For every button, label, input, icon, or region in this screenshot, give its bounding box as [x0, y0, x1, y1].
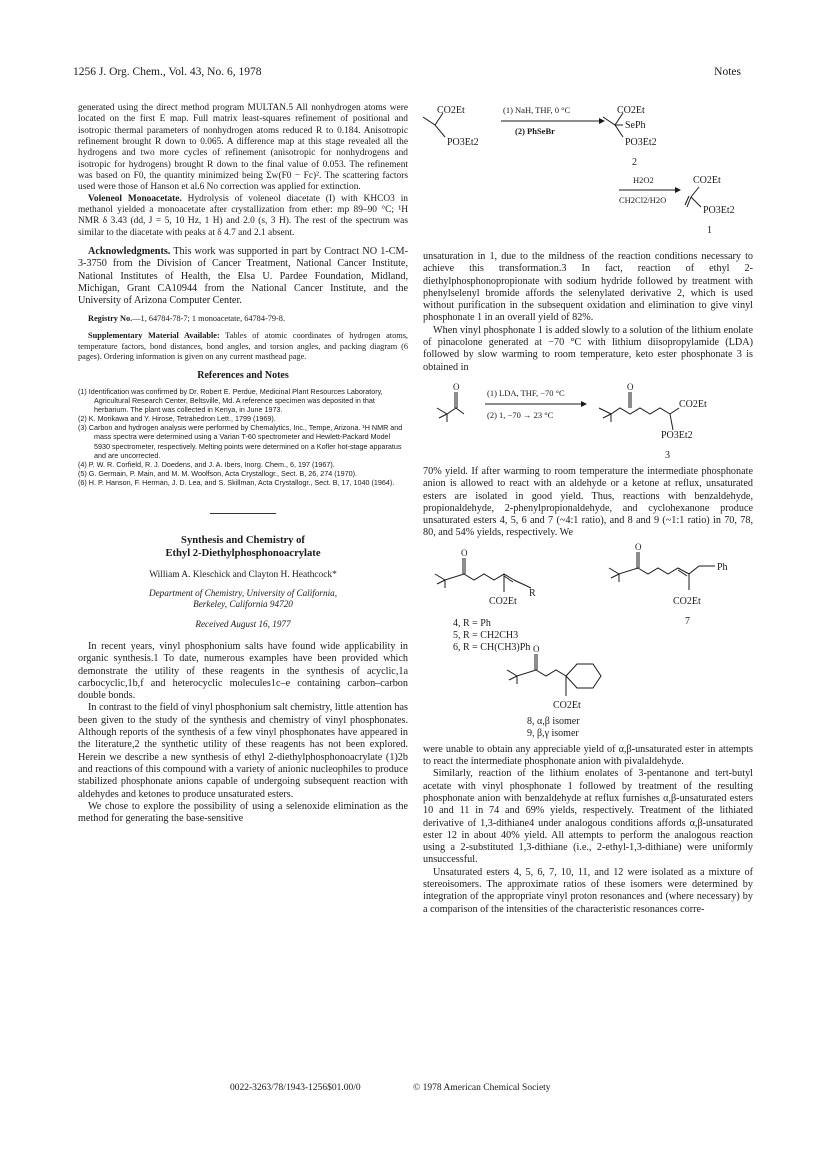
supplementary-material: Supplementary Material Available: Tables of atomic coordinates of hydrogen atoms, temperature factors, bond distances, bond angles, and torsion angles, and packing diagram (6 pages). Ordering information is given on any current masthead page. — [78, 331, 409, 361]
ester-group: CO2Et — [489, 595, 517, 607]
reagent-step1: (1) NaH, THF, 0 °C — [503, 105, 571, 115]
body-paragraph: Similarly, reaction of the lithium enolates of 3-pentanone and tert-butyl acetate with vinyl phosphonate 1 followed by treatment of the resulting phosphonate anion with benzaldehyde at reflux furnishes α,β-unsaturated esters 10 and 11 in 74 and 69% yields, respectively. Treatment of the lithiated derivative of 1,3-dithiane4 under analogous conditions affords α,β-unsaturated ester 12 in about 40% yield. All attempts to perform the analogous reaction using a 2-substituted 1,3-dithiane (i.e., 2-ethyl-1,3-dithiane) were uniformly unsuccessful. — [423, 768, 753, 866]
phenyl-group: Ph — [717, 561, 728, 573]
reference-item: (6) H. P. Hanson, F. Herman, J. D. Lea, and S. Skillman, Acta Crystallogr., Sect. B, 17, 1040 (1964). — [78, 477, 395, 487]
arrow-head — [675, 187, 681, 193]
left-column — [78, 103, 408, 825]
section-label: Notes — [714, 66, 741, 78]
carbonyl-oxygen: O — [533, 643, 540, 654]
carbonyl-oxygen: O — [627, 381, 634, 392]
phosphonate-group: PO3Et2 — [661, 429, 693, 441]
run-in-heading: Voleneol Monoacetate. — [88, 193, 182, 204]
carbonyl-oxygen: O — [635, 541, 642, 552]
ester-group: CO2Et — [679, 398, 707, 410]
structure-vinyl-phosphonate — [685, 187, 701, 207]
ester-group: CO2Et — [693, 175, 721, 186]
paragraph: generated using the direct method program MULTAN.5 All nonhydrogen atoms were located on the first E map. Full matrix least-squares refinement of positional and isotropic thermal parameters of nonhydrogen atoms reduced R to 0.184. Anisotropic refinement brought R down to 0.065. A difference map at this stage revealed all the hydrogens and two more cycles of refinement (anisotropic for nonhydrogens and isotropic for hydrogens) brought R down to the final value of 0.053. The refinement was based on F0, the quantity minimized being Σw(F0 − Fc)². The scattering factors used were those of Hanson et al.6 No correction was applied for extinction. — [78, 103, 408, 193]
compound-number: 1 — [707, 225, 712, 236]
affiliation: Department of Chemistry, University of California, Berkeley, California 94720 — [148, 587, 338, 610]
compound-label: 8, α,β isomer — [527, 715, 580, 727]
received-date: Received August 16, 1977 — [195, 618, 291, 629]
arrow-head — [581, 401, 587, 407]
ester-group: CO2Et — [673, 595, 701, 607]
structure-ester-8-9 — [507, 654, 601, 696]
ester-group: CO2Et — [617, 105, 645, 116]
reference-item: (2) K. Morikawa and Y. Hirose, Tetrahedron Lett., 1799 (1969). — [78, 414, 276, 424]
compound-label: 5, R = CH2CH3 — [453, 629, 519, 641]
structure-ester-4-6 — [435, 558, 531, 592]
compound-label: 7 — [685, 615, 690, 627]
right-column — [423, 103, 753, 916]
compound-number: 2 — [632, 157, 637, 168]
compound-label: 9, β,γ isomer — [527, 727, 579, 739]
reference-item: (4) P. W. R. Corfield, R. J. Doedens, and J. A. Ibers, Inorg. Chem., 6, 197 (1967). — [78, 459, 335, 469]
authors: William A. Kleschick and Clayton H. Heathcock* — [149, 569, 337, 580]
structure-ester-7 — [609, 552, 715, 590]
body-paragraph: We chose to explore the possibility of using a selenoxide elimination as the method for generating the base-sensitive — [78, 800, 408, 825]
reagent-step1: (1) LDA, THF, −70 °C — [487, 387, 565, 398]
section-divider — [210, 513, 276, 514]
reagent-step2: (2) PhSeBr — [515, 126, 555, 136]
structure-keto-ester-phosphonate — [599, 392, 679, 430]
run-in-heading: Supplementary Material Available: — [88, 331, 220, 341]
running-header: 1256 J. Org. Chem., Vol. 43, No. 6, 1978 — [73, 66, 262, 78]
compound-label: 6, R = CH(CH3)Ph — [453, 641, 531, 653]
registry-numbers: Registry No.—1, 64784-78-7; 1 monoacetate, 64784-79-8. — [88, 314, 286, 324]
body-paragraph: were unable to obtain any appreciable yield of α,β-unsaturated ester in attempts to react the intermediate phosphonate anion with pivalaldehyde. — [423, 743, 753, 768]
scheme-unsaturated-esters — [423, 540, 753, 740]
arrow-head — [599, 118, 605, 124]
phosphonate-group: PO3Et2 — [447, 137, 479, 148]
reference-item: (3) Carbon and hydrogen analysis were performed by Chemalytics, Inc., Tempe, Arizona. ¹H NMR and mass spectra were determined using a Varian T-60 spectrometer and Hewlett-Packard Model 5930 spectrometer, respectively. Melting points were determined on a Kofler hot-stage apparatus and are uncorrected. — [78, 423, 403, 460]
scheme-selenation — [423, 103, 753, 265]
body-paragraph: In contrast to the field of vinyl phosphonium salt chemistry, little attention has been given to the study of the synthesis and chemistry of vinyl phosphonates. Although reports of the synthesis of a few vinyl phosphonates have appeared in the literature,2 the synthetic utility of these reagents has not been explored. Herein we describe a new synthesis of ethyl 2-diethylphosphonoacrylate (1)2b and reactions of this compound with a variety of anionic nucleophiles to produce stabilized phosphonate anions capable of undergoing subsequent reaction with aldehydes and ketones to produce unsaturated esters. — [78, 702, 408, 800]
phenylseleno-group: SePh — [625, 120, 646, 131]
body-paragraph: When vinyl phosphonate 1 is added slowly to a solution of the lithium enolate of pinacolone generated at −70 °C with lithium diisopropylamide (LDA) followed by slow warming to room temperature, keto ester phosphonate 3 is obtained in — [423, 324, 753, 373]
body-paragraph: 70% yield. If after warming to room temperature the intermediate phosphonate anion is allowed to react with an aldehyde or a ketone at reflux, unsaturated esters are isolated in good yield. Thus, reactions with benzaldehyde, propionaldehyde, 2-phenylpropionaldehyde, and cyclohexanone produce unsaturated esters 4, 5, 6 and 7 (~4:1 ratio), and 8 and 9 (~1:1 ratio) in 70, 78, 80, and 54% yields, respectively. We — [423, 465, 753, 539]
acknowledgments: Acknowledgments. This work was supported in part by Contract NO 1-CM-3-3750 from the Division of Cancer Treatment, National Cancer Institute, National Institutes of Health, the Elsa U. Pardee Foundation, Midland, Michigan, Grant CA10944 from the National Cancer Institute, and the University of Arizona Computer Center. — [78, 246, 408, 306]
body-paragraph: Unsaturated esters 4, 5, 6, 7, 10, 11, and 12 were isolated as a mixture of stereoisomers. The approximate ratios of these isomers were determined by integration of the appropriate vinyl proton resonances and (where necessary) by a comparison of the intensities of the characteristic resonances corre- — [423, 866, 753, 915]
copyright: © 1978 American Chemical Society — [413, 1083, 551, 1093]
body-paragraph: unsaturation in 1, due to the mildness of the reaction conditions necessary to achieve this transformation.3 In fact, reaction of ethyl 2-diethylphosphonopropionate with sodium hydride followed by treatment with phenylselenyl bromide affords the selenylated derivative 2, which is used without purification in the subsequent oxidation and elimination to give vinyl phosphonate 1 in an overall yield of 82%. — [423, 251, 753, 324]
reagent-oxidant: H2O2 — [633, 175, 654, 185]
body-paragraph: In recent years, vinyl phosphonium salts have found wide applicability in organic synthesis.1 To date, numerous examples have been provided which demonstrate the utility of these reagents in the synthesis of acyclic,1a carbocyclic,1b,f and heterocyclic molecules1c–e containing carbon–carbon double bonds. — [78, 640, 408, 702]
run-in-heading: Acknowledgments. — [88, 246, 171, 258]
reagent-solvent: CH2Cl2/H2O — [619, 195, 667, 205]
carbonyl-oxygen: O — [453, 381, 460, 392]
phosphonate-group: PO3Et2 — [625, 137, 657, 148]
reagent-step2: (2) 1, −70 → 23 °C — [487, 409, 554, 420]
structure-phosphonopropionate — [423, 113, 445, 137]
compound-number: 3 — [665, 449, 670, 461]
references-list — [78, 387, 408, 487]
structure-pinacolone — [437, 392, 464, 422]
carbonyl-oxygen: O — [461, 547, 468, 558]
ester-group: CO2Et — [437, 105, 465, 116]
reference-item: (5) G. Germain, P. Main, and M. M. Woolfson, Acta Crystallogr., Sect. B, 26, 274 (1970). — [78, 468, 357, 478]
article-title: Synthesis and Chemistry of Ethyl 2-Diethylphosphonoacrylate — [165, 534, 321, 559]
substituent-r: R — [529, 587, 536, 599]
article-code: 0022-3263/78/1943-1256$01.00/0 — [230, 1083, 361, 1093]
scheme-enolate-addition — [423, 374, 753, 466]
run-in-heading: Registry No. — [88, 314, 133, 324]
compound-label: 4, R = Ph — [453, 617, 491, 629]
reference-item: (1) Identification was confirmed by Dr. Robert E. Perdue, Medicinal Plant Resources Laboratory, Agricultural Research Center, Beltsville, Md. A reference specimen was deposited in that herbarium. The plant was collected in Kenya, in June 1973. — [78, 386, 383, 415]
references-heading: References and Notes — [197, 369, 289, 381]
structure-selenide — [603, 113, 623, 137]
ester-group: CO2Et — [553, 699, 581, 711]
paragraph: Voleneol Monoacetate. Hydrolysis of voleneol diacetate (I) with KHCO3 in methanol yielded a monoacetate after crystallization from ether: mp 89–90 °C; ¹H NMR δ 3.43 (dd, J = 5, 10 Hz, 1 H) and 2.0 (s, 3 H). The rest of the spectrum was similar to the diacetate with peaks at δ 4.7 and 2.1 absent. — [78, 193, 408, 238]
phosphonate-group: PO3Et2 — [703, 205, 735, 216]
